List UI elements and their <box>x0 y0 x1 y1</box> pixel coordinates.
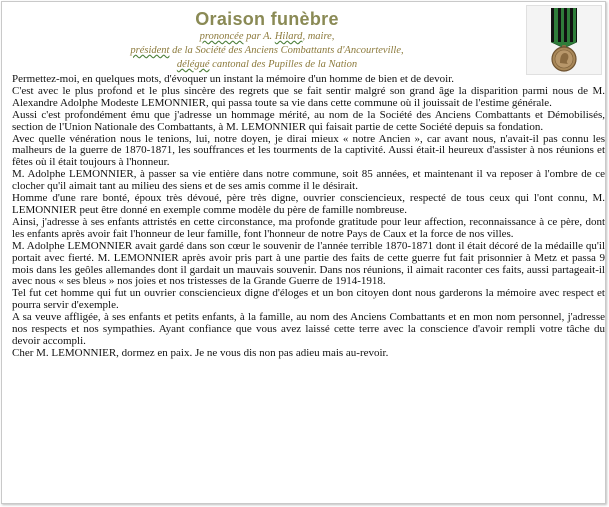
medal-icon <box>526 5 602 75</box>
paragraph-6: Homme d'une rare bonté, époux très dévoué, père très digne, ouvrier consciencieux, respecté de tous ceux qui l'ont connu, M. LEMONNIER peut être donné en exemple comme modèle du père de famille nombreuse. <box>12 192 605 216</box>
funeral-oration-body <box>12 74 605 360</box>
document-frame <box>1 1 606 504</box>
subtitle-text-2: de la Société des Anciens Combattants d'Ancourteville, <box>169 45 404 56</box>
paragraph-8: M. Adolphe LEMONNIER avait gardé dans son cœur le souvenir de l'année terrible 1870-1871 dont il était décoré de la médaille qu'il portait avec fierté. M. LEMONNIER après avoir pris part à une partie des faits de cette guerre fut fait prisonnier à Metz et passa 9 mois dans les geôles allemandes dont il gardait un mauvais souvenir. Dans nos réunions, il aimait raconter ces faits, aussi partageait-il avec nous « ses bleus » nos joies et nos tristesses de la Grande Guerre de 1914-1918. <box>12 239 605 288</box>
subtitle-line-1 <box>2 30 532 44</box>
subtitle-text-1: par A. <box>243 31 275 42</box>
paragraph-7: Ainsi, j'adresse à ses enfants attristés en cette circonstance, ma profonde gratitude pour leur affection, reconnaissance à ce père, dont les enfants après avoir fait l'honneur de leur famille, font l'honneur de notre Pays de Caux et la force de nos villes. <box>12 215 605 240</box>
page-title: Oraison funèbre <box>195 9 339 29</box>
paragraph-9: Tel fut cet homme qui fut un ouvrier consciencieux digne d'éloges et un bon citoyen dont nous garderons la mémoire avec respect et pourra servir d'exemple. <box>12 287 605 312</box>
paragraph-2: C'est avec le plus profond et le plus sincère des regrets que se fait sentir malgré son grand âge la disparition parmi nous de M. Alexandre Adolphe Modeste LEMONNIER, qui passa toute sa vie dans cette commune où il jouissait de l'estime générale. <box>12 84 605 109</box>
document-header <box>2 8 532 72</box>
subtitle-line-3 <box>2 58 532 72</box>
paragraph-4: Avec quelle vénération nous le tenions, lui, notre doyen, je dirai mieux « notre Ancien », car avant nous, n'avait-il pas connu les malheurs de la guerre de 1870-1871, les souffrances et les tourments de la captivité. Aussi était-il heureux d'assister à nos réunions et fêtes où il était toujours à l'honneur. <box>12 132 605 169</box>
subtitle-name-hilard: Hilard <box>274 31 303 42</box>
paragraph-1: Permettez-moi, en quelques mots, d'évoquer un instant la mémoire d'un homme de bien et de devoir. <box>12 73 455 85</box>
subtitle-text-1b: , maire, <box>302 31 335 42</box>
subtitle-word-delegue: délégué <box>176 59 210 70</box>
paragraph-11: Cher M. LEMONNIER, dormez en paix. Je ne vous dis non pas adieu mais au-revoir. <box>12 346 389 359</box>
subtitle-line-2 <box>2 44 532 58</box>
paragraph-3: Aussi c'est profondément ému que j'adresse un hommage mérité, au nom de la Société des Anciens Combattants et Démobilisés, section de l'Union Nationale des Combattants, à M. LEMONNIER qui faisait partie de cette Société depuis sa fondation. <box>12 108 605 133</box>
paragraph-5: M. Adolphe LEMONNIER, à passer sa vie entière dans notre commune, soit 85 années, et maintenant il va reposer à l'ombre de ce clocher qu'il aimait tant au milieu des siens et de ses amis comme il le désirait. <box>12 168 605 193</box>
subtitle-text-3: cantonal des Pupilles de la Nation <box>209 59 358 70</box>
subtitle-word-president: président <box>130 45 170 56</box>
paragraph-10: A sa veuve affligée, à ses enfants et petits enfants, à la famille, au nom des Anciens Combattants et en mon nom personnel, j'adresse nos respects et nos sympathies. Ayant confiance que vous avez laissé cette terre avec la conscience d'avoir rempli votre tâche du devoir accompli. <box>12 311 605 347</box>
subtitle-word-prononcee: prononcée <box>199 31 244 42</box>
